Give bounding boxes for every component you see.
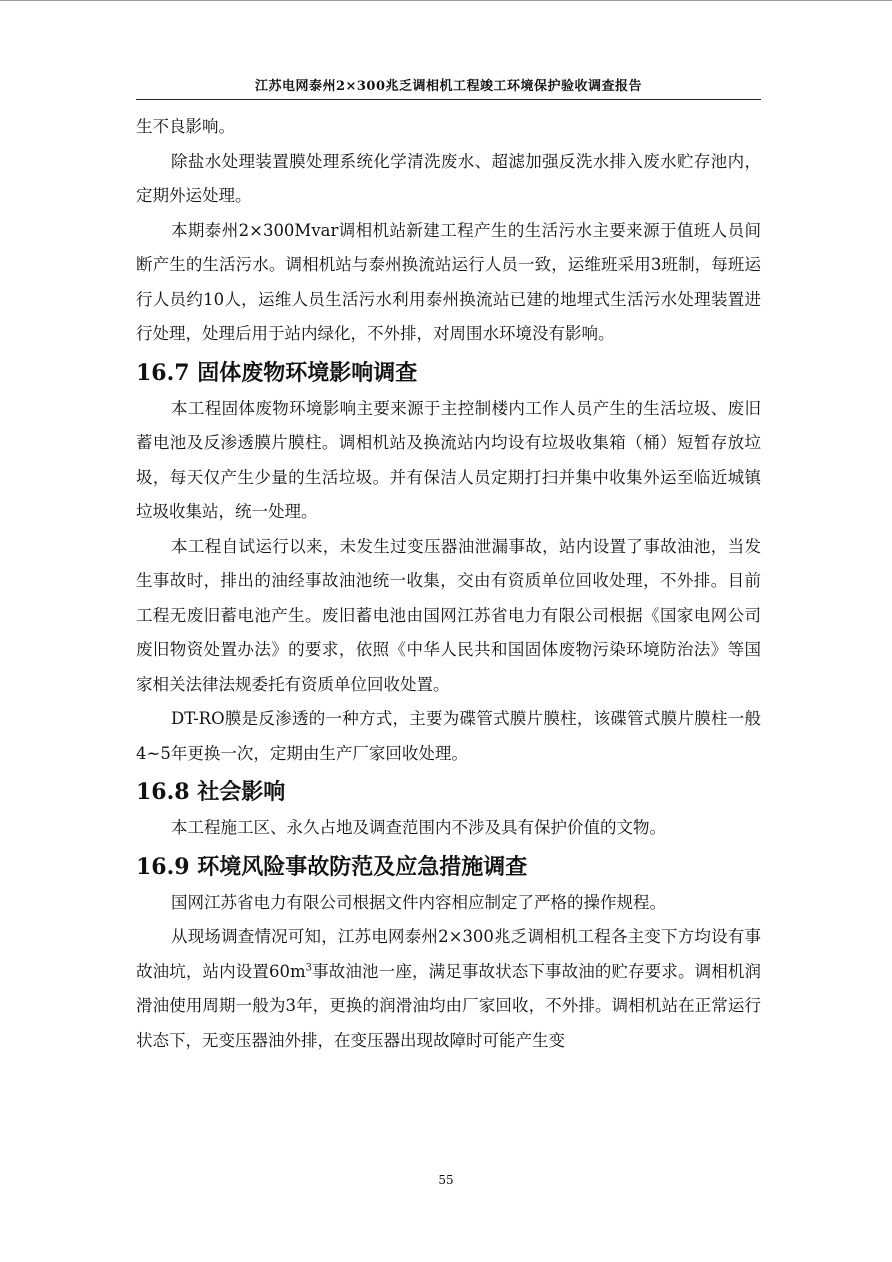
paragraph-continuation: 生不良影响。 [136,117,235,136]
header-rule [136,99,761,100]
running-header: 江苏电网泰州2×300兆乏调相机工程竣工环境保护验收调查报告 [254,79,643,94]
cubic-superscript: 3 [305,962,313,973]
paragraph-operating-rules: 国网江苏省电力有限公司根据文件内容相应制定了严格的操作规程。 [171,892,666,912]
paragraph-domestic-sewage: 本期泰州2×300Mvar调相机站新建工程产生的生活污水主要来源于值班人员间断产生的生活污水。调相机站与泰州换流站运行人员一致，运维班采用3班制，每班运行人员约10人，运维人员生活污水利用泰州换流站已建的地埋式生活污水处理装置进行处理，处理后用于站内绿化，不外排，对周围水环境没有影响。 [136,220,761,343]
paragraph-accident-oil-pool [136,920,761,1058]
paragraph-social-impact: 本工程施工区、永久占地及调查范围内不涉及具有保护价值的文物。 [171,818,666,837]
heading-16-8: 16.8 社会影响 [136,779,286,805]
paragraph-solid-waste-sources: 本工程固体废物环境影响主要来源于主控制楼内工作人员产生的生活垃圾、废旧蓄电池及反渗透膜片膜柱。调相机站及换流站内均设有垃圾收集箱（桶）短暂存放垃圾，每天仅产生少量的生活垃圾。并有保洁人员定期打扫并集中收集外运至临近城镇垃圾收集站，统一处理。 [136,398,761,521]
paragraph-dtro-membrane: DT-RO膜是反渗透的一种方式，主要为碟管式膜片膜柱，该碟管式膜片膜柱一般4~5年更换一次，定期由生产厂家回收处理。 [136,709,761,763]
paragraph-desalination-wastewater: 除盐水处理装置膜处理系统化学清洗废水、超滤加强反洗水排入废水贮存池内，定期外运处理。 [136,151,761,205]
page-top-rule [0,0,892,1]
accident-oil-text-a: 从现场调查情况可知，江苏电网泰州2×300兆乏调相机工程各主变下方均设有事故油坑，站内设置60m [136,927,761,981]
heading-16-7: 16.7 固体废物环境影响调查 [136,359,418,386]
heading-16-9: 16.9 环境风险事故防范及应急措施调查 [136,853,528,880]
body-content [136,110,761,1058]
page-number: 55 [438,1173,454,1187]
accident-oil-text-b: 事故油池一座，满足事故状态下事故油的贮存要求。调相机润滑油使用周期一般为3年，更换的润滑油均由厂家回收，不外排。调相机站在正常运行状态下，无变压器油外排，在变压器出现故障时可能产生变 [136,961,761,1050]
paragraph-oil-and-batteries: 本工程自试运行以来，未发生过变压器油泄漏事故，站内设置了事故油池，当发生事故时，排出的油经事故油池统一收集，交由有资质单位回收处理，不外排。目前工程无废旧蓄电池产生。废旧蓄电池由国网江苏省电力有限公司根据《国家电网公司废旧物资处置办法》的要求，依照《中华人民共和国固体废物污染环境防治法》等国家相关法律法规委托有资质单位回收处置。 [136,536,761,694]
